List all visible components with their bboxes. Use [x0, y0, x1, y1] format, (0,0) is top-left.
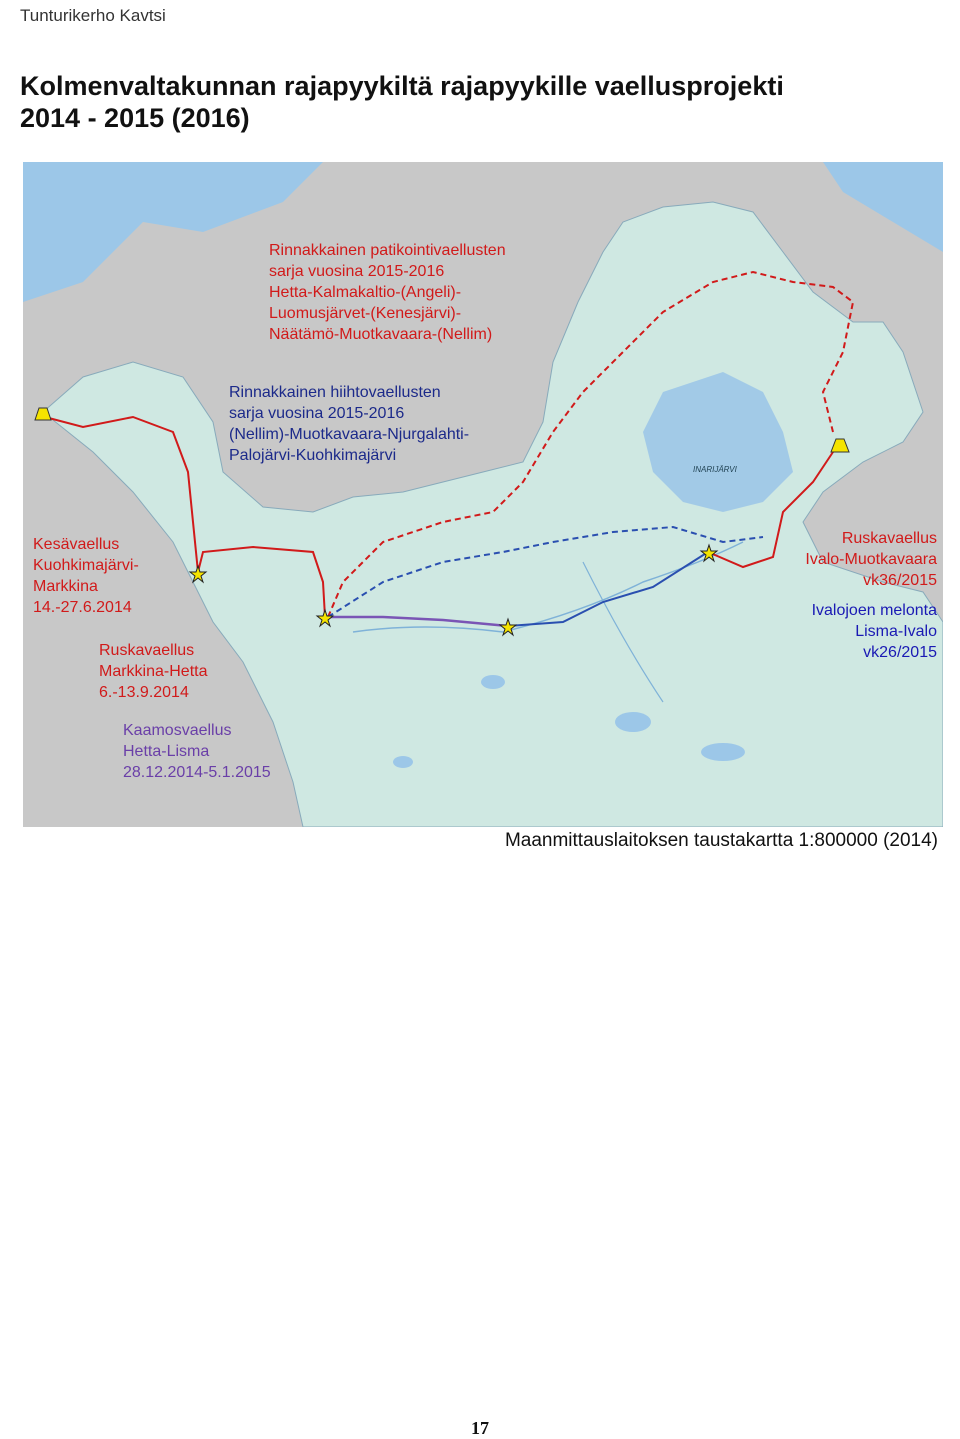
lake — [701, 743, 745, 761]
label-ruska-ivalo: Ruskavaellus Ivalo-Muotkavaara vk36/2015 — [805, 530, 937, 589]
label-ruska-markkina: Ruskavaellus Markkina-Hetta 6.-13.9.2014 — [99, 642, 208, 701]
map-credit: Maanmittauslaitoksen taustakartta 1:800000 (2014) — [504, 830, 938, 851]
lake — [393, 756, 413, 768]
page-number: 17 — [471, 1418, 489, 1438]
lake — [615, 712, 651, 732]
label-melonta: Ivalojoen melonta Lisma-Ivalo vk26/2015 — [811, 602, 937, 661]
title-line-1: Kolmenvaltakunnan rajapyykiltä rajapyykille vaellusprojekti — [20, 71, 784, 101]
route-map — [23, 162, 943, 827]
header-org: Tunturikerho Kavtsi — [20, 6, 166, 25]
lake-label: INARIJÄRVI — [693, 465, 737, 474]
title-line-2: 2014 - 2015 (2016) — [20, 103, 250, 133]
sea-area-right — [823, 162, 943, 252]
label-hiihto: Rinnakkainen hiihtovaellusten sarja vuosina 2015-2016 (Nellim)-Muotkavaara-Njurgalahti- Palojärvi-Kuohkimajärvi — [229, 384, 470, 464]
label-patikointi: Rinnakkainen patikointivaellusten sarja vuosina 2015-2016 Hetta-Kalmakaltio-(Angeli)- Luomusjärvet-(Kenesjärvi)- Näätämö-Muotkavaara-(Nellim) — [269, 242, 506, 343]
lake — [481, 675, 505, 689]
label-kesavaellus: Kesävaellus Kuohkimajärvi- Markkina 14.-27.6.2014 — [33, 536, 139, 616]
label-kaamos: Kaamosvaellus Hetta-Lisma 28.12.2014-5.1.2015 — [123, 722, 271, 781]
page-title — [20, 70, 784, 134]
